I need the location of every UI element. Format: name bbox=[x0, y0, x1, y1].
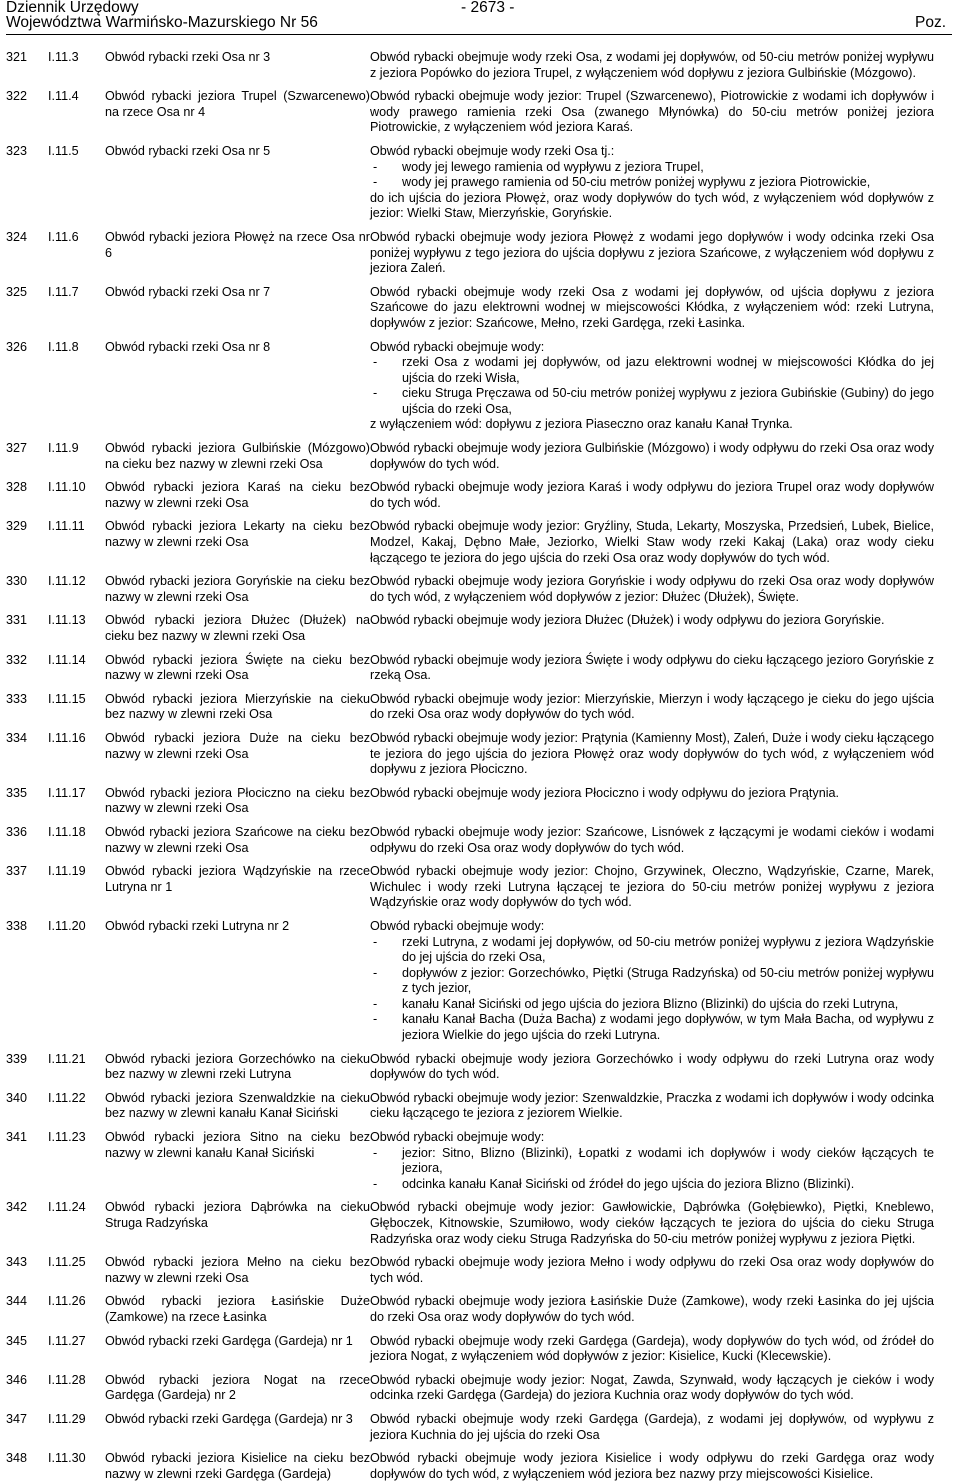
row-spacer bbox=[6, 1286, 934, 1294]
row-number: 328 bbox=[6, 480, 28, 495]
description-list-item bbox=[370, 175, 934, 191]
table-row bbox=[6, 340, 934, 434]
table-body bbox=[6, 50, 934, 1482]
district-description bbox=[370, 340, 934, 434]
table-row bbox=[6, 480, 934, 511]
row-spacer-cell bbox=[6, 645, 934, 653]
table-row bbox=[6, 1294, 934, 1325]
district-description bbox=[370, 519, 934, 566]
row-spacer bbox=[6, 911, 934, 919]
district-code: I.11.16 bbox=[48, 730, 86, 745]
district-name: Obwód rybacki jeziora Szenwaldzkie na cieku bez nazwy w zlewni kanału Kanał Siciński bbox=[105, 1090, 370, 1121]
district-description bbox=[370, 653, 934, 684]
district-code: I.11.7 bbox=[48, 284, 79, 299]
row-spacer bbox=[6, 222, 934, 230]
row-spacer-cell bbox=[6, 778, 934, 786]
table-row bbox=[6, 50, 934, 81]
district-code: I.11.30 bbox=[48, 1451, 86, 1466]
district-code: I.11.27 bbox=[48, 1333, 86, 1348]
district-description bbox=[370, 825, 934, 856]
description-text: Obwód rybacki obejmuje wody jezior: Chojno, Grzywinek, Oleczno, Wądzyńskie, Czarne, Marek, Wichulec i wody rzeki Lutryna łączącej te jeziora do 50-ciu metrów poniżej wypływu z jeziora Wądzyńskie oraz wody dopływów do tych wód. bbox=[370, 864, 934, 910]
row-number: 321 bbox=[6, 50, 28, 64]
voivodeship-issue: Województwa Warmińsko-Mazurskiego Nr 56 bbox=[6, 14, 318, 31]
district-description bbox=[370, 864, 934, 911]
district-name: Obwód rybacki rzeki Osa nr 8 bbox=[105, 339, 271, 354]
row-number: 323 bbox=[6, 143, 28, 158]
row-spacer-cell bbox=[6, 723, 934, 731]
row-spacer bbox=[6, 1247, 934, 1255]
district-description bbox=[370, 1451, 934, 1482]
district-name: Obwód rybacki jeziora Duże na cieku bez nazwy w zlewni rzeki Osa bbox=[105, 730, 370, 761]
district-code: I.11.11 bbox=[48, 519, 85, 534]
district-code: I.11.23 bbox=[48, 1130, 86, 1145]
row-number: 337 bbox=[6, 864, 28, 879]
district-name: Obwód rybacki jeziora Kisielice na cieku bez nazwy w zlewni rzeki Gardęga (Gardeja) bbox=[105, 1451, 370, 1481]
row-spacer bbox=[6, 1326, 934, 1334]
description-text: Obwód rybacki obejmuje wody jezior: Trupel (Szwarcenewo), Piotrowickie z wodami ich dopływów i wody prawego ramienia rzeki Osa (zwanego Młynówka) do 50-ciu metrów poniżej jeziora Piotrowickie, z wyłączeniem wód jeziora Karaś. bbox=[370, 89, 934, 135]
district-code: I.11.9 bbox=[48, 441, 79, 456]
row-spacer bbox=[6, 645, 934, 653]
row-number: 344 bbox=[6, 1294, 28, 1309]
description-text: Obwód rybacki obejmuje wody: bbox=[370, 339, 545, 354]
district-name: Obwód rybacki rzeki Gardęga (Gardeja) nr 3 bbox=[105, 1411, 353, 1426]
row-spacer-cell bbox=[6, 856, 934, 864]
row-spacer bbox=[6, 1044, 934, 1052]
list-item-text: wody jej lewego ramienia od wypływu z jeziora Trupel, bbox=[402, 159, 704, 174]
district-name: Obwód rybacki jeziora Dąbrówka na cieku Struga Radzyńska bbox=[105, 1200, 370, 1230]
table-row bbox=[6, 825, 934, 856]
table-row bbox=[6, 653, 934, 684]
row-number: 326 bbox=[6, 339, 28, 354]
row-number: 327 bbox=[6, 441, 28, 456]
table-row bbox=[6, 1130, 934, 1192]
list-dash: - bbox=[373, 1176, 378, 1191]
row-spacer bbox=[6, 1365, 934, 1373]
row-spacer bbox=[6, 136, 934, 144]
district-description bbox=[370, 1412, 934, 1443]
district-name: Obwód rybacki jeziora Płociczno na cieku bez nazwy w zlewni rzeki Osa bbox=[105, 785, 370, 816]
row-spacer-cell bbox=[6, 222, 934, 230]
district-description bbox=[370, 144, 934, 222]
table-row bbox=[6, 574, 934, 605]
list-dash: - bbox=[373, 355, 378, 370]
list-item-text: kanału Kanał Bacha (Duża Bacha) z wodami jego dopływów, w tym Mała Bacha, od wypływu z jeziora Wielkie do jego ujścia do rzeki Lutryna. bbox=[402, 1012, 934, 1043]
row-spacer bbox=[6, 684, 934, 692]
row-spacer-cell bbox=[6, 1443, 934, 1451]
table-row bbox=[6, 1052, 934, 1083]
row-spacer bbox=[6, 1083, 934, 1091]
district-description bbox=[370, 1130, 934, 1192]
district-description bbox=[370, 1294, 934, 1325]
district-code: I.11.22 bbox=[48, 1090, 86, 1105]
district-description bbox=[370, 786, 934, 817]
description-text: Obwód rybacki obejmuje wody: bbox=[370, 918, 545, 933]
position-label: Poz. bbox=[914, 14, 946, 31]
row-number: 345 bbox=[6, 1333, 28, 1348]
row-number: 334 bbox=[6, 730, 28, 745]
description-text: Obwód rybacki obejmuje wody jezior: Gawłowickie, Dąbrówka (Gołębiewko), Piętki, Kneblewo, Głęboczek, Kitnowskie, Szumiłowo, wody cieków łączących te jeziora do ujścia do cieku Struga Radzyńska oraz wody cieku Struga Radzyńska do 50-ciu metrów poniżej wypływu z jeziora Piętki. bbox=[370, 1200, 934, 1246]
description-text: Obwód rybacki obejmuje wody jeziora Gorzechówko i wody odpływu do rzeki Lutryna oraz wody dopływów do tych wód. bbox=[370, 1051, 934, 1082]
row-spacer-cell bbox=[6, 81, 934, 89]
row-number: 347 bbox=[6, 1411, 28, 1426]
row-number: 338 bbox=[6, 918, 28, 933]
row-number: 330 bbox=[6, 574, 28, 589]
description-text: Obwód rybacki obejmuje wody rzeki Osa tj.: bbox=[370, 143, 615, 158]
district-description bbox=[370, 1334, 934, 1365]
row-spacer-cell bbox=[6, 1192, 934, 1200]
row-number: 336 bbox=[6, 824, 28, 839]
table-row bbox=[6, 1091, 934, 1122]
district-name: Obwód rybacki rzeki Lutryna nr 2 bbox=[105, 918, 290, 933]
row-spacer bbox=[6, 81, 934, 89]
district-name: Obwód rybacki jeziora Goryńskie na cieku bez nazwy w zlewni rzeki Osa bbox=[105, 574, 370, 604]
district-name: Obwód rybacki jeziora Płowęż na rzece Osa nr 6 bbox=[105, 229, 370, 260]
row-spacer-cell bbox=[6, 1326, 934, 1334]
table-row bbox=[6, 1412, 934, 1443]
district-description bbox=[370, 1052, 934, 1083]
description-text: Obwód rybacki obejmuje wody jeziora Karaś i wody odpływu do jeziora Trupel oraz wody dopływów do tych wód. bbox=[370, 480, 934, 510]
district-code: I.11.25 bbox=[48, 1255, 86, 1270]
row-spacer-cell bbox=[6, 1044, 934, 1052]
description-text: Obwód rybacki obejmuje wody jeziora Goryńskie i wody odpływu do rzeki Osa oraz wody dopływów do tych wód, z wyłączeniem wód dopływów z jezior: Dłużec (Dłużek), Święte. bbox=[370, 574, 934, 604]
row-spacer bbox=[6, 332, 934, 340]
description-list-item bbox=[370, 997, 934, 1013]
district-code: I.11.3 bbox=[48, 50, 79, 64]
district-name: Obwód rybacki jeziora Gorzechówko na cieku bez nazwy w zlewni rzeki Lutryna bbox=[105, 1051, 370, 1082]
district-name: Obwód rybacki jeziora Nogat na rzece Gardęga (Gardeja) nr 2 bbox=[105, 1372, 370, 1403]
row-spacer bbox=[6, 723, 934, 731]
district-name: Obwód rybacki jeziora Wądzyńskie na rzece Lutryna nr 1 bbox=[105, 864, 370, 894]
row-number: 348 bbox=[6, 1451, 28, 1466]
row-spacer-cell bbox=[6, 1083, 934, 1091]
fishing-districts-table bbox=[6, 50, 934, 1482]
district-code: I.11.12 bbox=[48, 574, 86, 589]
row-spacer bbox=[6, 433, 934, 441]
table-row bbox=[6, 1255, 934, 1286]
list-dash: - bbox=[373, 1012, 378, 1027]
row-number: 339 bbox=[6, 1051, 28, 1066]
description-text: Obwód rybacki obejmuje wody rzeki Gardęga (Gardeja), wody dopływów do tych wód, od źródeł do jeziora Nogat, z wyłączeniem wód dopływów z jezior: Kisielice, Kucki (Klecewskie). bbox=[370, 1333, 934, 1364]
row-spacer-cell bbox=[6, 1286, 934, 1294]
row-spacer-cell bbox=[6, 817, 934, 825]
list-item-text: dopływów z jezior: Gorzechówko, Piętki (Struga Radzyńska) od 50-ciu metrów poniżej wypływu z tych jezior, bbox=[402, 965, 934, 996]
table-row bbox=[6, 613, 934, 644]
description-list-item bbox=[370, 160, 934, 176]
row-number: 331 bbox=[6, 613, 28, 628]
description-text: Obwód rybacki obejmuje wody jeziora Mełno i wody odpływu do rzeki Osa oraz wody dopływów do tych wód. bbox=[370, 1255, 934, 1285]
row-spacer-cell bbox=[6, 1365, 934, 1373]
district-name: Obwód rybacki jeziora Trupel (Szwarcenewo) na rzece Osa nr 4 bbox=[105, 89, 370, 119]
description-text: Obwód rybacki obejmuje wody: bbox=[370, 1130, 545, 1145]
row-number: 346 bbox=[6, 1372, 28, 1387]
row-number: 335 bbox=[6, 785, 28, 800]
description-text: Obwód rybacki obejmuje wody jeziora Gulbińskie (Mózgowo) i wody odpływu do rzeki Osa oraz wody dopływów do tych wód. bbox=[370, 441, 934, 471]
district-code: I.11.4 bbox=[48, 89, 79, 104]
table-row bbox=[6, 731, 934, 778]
district-description bbox=[370, 1091, 934, 1122]
district-name: Obwód rybacki jeziora Gulbińskie (Mózgowo) na cieku bez nazwy w zlewni rzeki Osa bbox=[105, 441, 370, 471]
row-spacer bbox=[6, 1122, 934, 1130]
description-text: Obwód rybacki obejmuje wody rzeki Gardęga (Gardeja), z wodami jej dopływów, od wypływu z jeziora Kuchnia do jej ujścia do rzeki Osa bbox=[370, 1411, 934, 1442]
row-spacer-cell bbox=[6, 1404, 934, 1412]
district-code: I.11.6 bbox=[48, 229, 79, 244]
district-name: Obwód rybacki jeziora Łasińskie Duże (Zamkowe) na rzece Łasinka bbox=[105, 1294, 370, 1324]
row-spacer bbox=[6, 605, 934, 613]
row-number: 342 bbox=[6, 1200, 28, 1215]
description-text: Obwód rybacki obejmuje wody jeziora Kisielice i wody odpływu do rzeki Gardęga oraz wody dopływów do tych wód, z wyłączeniem wód jeziora bez nazwy przy miejscowości Kisielice. bbox=[370, 1451, 934, 1481]
district-description bbox=[370, 441, 934, 472]
list-item-text: odcinka kanału Kanał Siciński od źródeł do jego ujścia do jeziora Blizno (Blizinki). bbox=[402, 1176, 855, 1191]
district-code: I.11.18 bbox=[48, 824, 86, 839]
district-code: I.11.13 bbox=[48, 613, 86, 628]
row-spacer-cell bbox=[6, 566, 934, 574]
row-spacer bbox=[6, 277, 934, 285]
district-description bbox=[370, 89, 934, 136]
list-dash: - bbox=[373, 934, 378, 949]
description-text: Obwód rybacki obejmuje wody jezior: Szenwaldzkie, Praczka z wodami ich dopływów i wody odcinka cieku łączącego te jeziora z jeziorem Wielkie. bbox=[370, 1090, 934, 1121]
district-name: Obwód rybacki rzeki Osa nr 5 bbox=[105, 143, 271, 158]
list-dash: - bbox=[373, 965, 378, 980]
row-spacer bbox=[6, 778, 934, 786]
district-code: I.11.15 bbox=[48, 691, 86, 706]
table-row bbox=[6, 230, 934, 277]
district-description bbox=[370, 692, 934, 723]
row-spacer-cell bbox=[6, 433, 934, 441]
table-row bbox=[6, 1451, 934, 1482]
row-spacer bbox=[6, 1192, 934, 1200]
district-code: I.11.19 bbox=[48, 864, 86, 879]
description-text: Obwód rybacki obejmuje wody jezior: Szańcowe, Lisnówek z łączącymi je wodami cieków i wodami odpływu do rzeki Osa oraz wody dopływów do tych wód. bbox=[370, 824, 934, 855]
list-dash: - bbox=[373, 996, 378, 1011]
table-row bbox=[6, 1334, 934, 1365]
list-item-text: cieku Struga Pręczawa od 50-ciu metrów poniżej wypływu z jeziora Gubińskie (Gubiny) do jego ujścia do rzeki Osa, bbox=[402, 386, 934, 416]
row-spacer-cell bbox=[6, 684, 934, 692]
district-name: Obwód rybacki rzeki Gardęga (Gardeja) nr 1 bbox=[105, 1333, 353, 1348]
row-spacer bbox=[6, 472, 934, 480]
row-number: 343 bbox=[6, 1255, 28, 1270]
district-code: I.11.20 bbox=[48, 918, 86, 933]
table-row bbox=[6, 519, 934, 566]
description-list-item bbox=[370, 386, 934, 417]
table-row bbox=[6, 1200, 934, 1247]
district-description bbox=[370, 285, 934, 332]
description-list-item bbox=[370, 1146, 934, 1177]
row-number: 332 bbox=[6, 652, 28, 667]
district-code: I.11.26 bbox=[48, 1294, 86, 1309]
district-description bbox=[370, 480, 934, 511]
description-text: Obwód rybacki obejmuje wody rzeki Osa, z wodami jej dopływów, od 50-ciu metrów poniżej wypływu z jeziora Popówko do jeziora Trupel, z wyłączeniem wód dopływu z jeziora Gulbińskie (Mózgowo). bbox=[370, 50, 934, 80]
district-name: Obwód rybacki jeziora Szańcowe na cieku bez nazwy w zlewni rzeki Osa bbox=[105, 824, 370, 855]
row-spacer bbox=[6, 856, 934, 864]
list-item-text: kanału Kanał Siciński od jego ujścia do jeziora Blizno (Blizinki) do ujścia do rzeki Lutryna, bbox=[402, 996, 899, 1011]
description-text: Obwód rybacki obejmuje wody jeziora Dłużec (Dłużek) i wody odpływu do jeziora Goryńskie. bbox=[370, 613, 885, 628]
row-number: 340 bbox=[6, 1090, 28, 1105]
list-item-text: rzeki Lutryna, z wodami jej dopływów, od 50-ciu metrów poniżej wypływu z jeziora Wądzyńskie do jej ujścia do rzeki Osa, bbox=[402, 934, 934, 965]
description-text: Obwód rybacki obejmuje wody jeziora Święte i wody odpływu do cieku łączącego jezioro Goryńskie z rzeką Osa. bbox=[370, 652, 934, 683]
description-tail: z wyłączeniem wód: dopływu z jeziora Piaseczno oraz kanału Kanał Trynka. bbox=[370, 417, 793, 432]
description-text: Obwód rybacki obejmuje wody jezior: Gryźliny, Studa, Lekarty, Moszyska, Przedsień, Lubek, Bielice, Modzel, Kakaj, Dębno Małe, Jeziorko, Wielki Staw wody rzeki Kakaj (Laka) oraz wody cieku łączącego te jeziora do jego ujścia do rzeki Osa oraz wody dopływów do tych wód. bbox=[370, 519, 934, 565]
district-code: I.11.8 bbox=[48, 339, 79, 354]
description-text: Obwód rybacki obejmuje wody jeziora Płociczno i wody odpływu do jeziora Prątynia. bbox=[370, 785, 839, 800]
district-description bbox=[370, 1200, 934, 1247]
row-spacer-cell bbox=[6, 136, 934, 144]
district-code: I.11.5 bbox=[48, 143, 79, 158]
district-description bbox=[370, 919, 934, 1044]
district-code: I.11.29 bbox=[48, 1411, 86, 1426]
row-spacer bbox=[6, 1443, 934, 1451]
description-text: Obwód rybacki obejmuje wody jezior: Nogat, Zawda, Szynwałd, wody łączących je cieków i wody odcinka rzeki Gardęga (Gardeja) do jeziora Kuchnia oraz wody dopływów do tych wód. bbox=[370, 1372, 934, 1403]
description-text: Obwód rybacki obejmuje wody jeziora Łasińskie Duże (Zamkowe), wody rzeki Łasinka do jej ujścia do rzeki Osa oraz wody dopływów do tych wód. bbox=[370, 1294, 934, 1324]
table-row bbox=[6, 919, 934, 1044]
district-name: Obwód rybacki jeziora Dłużec (Dłużek) na cieku bez nazwy w zlewni rzeki Osa bbox=[105, 613, 370, 643]
description-text: Obwód rybacki obejmuje wody jeziora Płowęż z wodami jego dopływów i wody odcinka rzeki Osa poniżej wypływu z tego jeziora do ujścia dopływu z jeziora Szańcowe, z wyłączeniem wód dopływu z jeziora Zaleń. bbox=[370, 229, 934, 276]
row-spacer-cell bbox=[6, 332, 934, 340]
list-item-text: wody jej prawego ramienia od 50-ciu metrów poniżej wypływu z jeziora Piotrowickie, bbox=[402, 175, 871, 190]
list-dash: - bbox=[373, 159, 378, 174]
row-spacer bbox=[6, 566, 934, 574]
district-description bbox=[370, 731, 934, 778]
row-number: 329 bbox=[6, 519, 28, 534]
row-number: 322 bbox=[6, 89, 28, 104]
description-tail: do ich ujścia do jeziora Płowęż, oraz wody dopływów do tych wód, z wyłączeniem wód dopływów z jezior: Wielki Staw, Mierzyńskie, Goryńskie. bbox=[370, 190, 934, 221]
district-description bbox=[370, 613, 934, 644]
page-number: - 2673 - bbox=[461, 0, 515, 16]
description-list-item bbox=[370, 1012, 934, 1043]
row-spacer bbox=[6, 511, 934, 519]
row-number: 324 bbox=[6, 229, 28, 244]
district-name: Obwód rybacki rzeki Osa nr 7 bbox=[105, 284, 271, 299]
district-description bbox=[370, 50, 934, 81]
district-description bbox=[370, 1373, 934, 1404]
row-spacer-cell bbox=[6, 1247, 934, 1255]
row-spacer-cell bbox=[6, 277, 934, 285]
table-row bbox=[6, 285, 934, 332]
row-spacer bbox=[6, 1404, 934, 1412]
table-row bbox=[6, 144, 934, 222]
row-spacer bbox=[6, 817, 934, 825]
description-list-item bbox=[370, 1177, 934, 1193]
row-spacer-cell bbox=[6, 1122, 934, 1130]
row-number: 333 bbox=[6, 691, 28, 706]
list-item-text: rzeki Osa z wodami jej dopływów, od jazu elektrowni wodnej w miejscowości Kłódka do jej ujścia do rzeki Wisła, bbox=[402, 355, 934, 385]
district-name: Obwód rybacki jeziora Sitno na cieku bez nazwy w zlewni kanału Kanał Siciński bbox=[105, 1130, 370, 1160]
district-name: Obwód rybacki jeziora Święte na cieku bez nazwy w zlewni rzeki Osa bbox=[105, 652, 370, 683]
district-code: I.11.14 bbox=[48, 652, 86, 667]
district-name: Obwód rybacki jeziora Karaś na cieku bez nazwy w zlewni rzeki Osa bbox=[105, 480, 370, 510]
list-dash: - bbox=[373, 1145, 378, 1160]
table-row bbox=[6, 864, 934, 911]
district-code: I.11.21 bbox=[48, 1051, 86, 1066]
district-name: Obwód rybacki rzeki Osa nr 3 bbox=[105, 50, 271, 64]
row-number: 325 bbox=[6, 284, 28, 299]
district-name: Obwód rybacki jeziora Mierzyńskie na cieku bez nazwy w zlewni rzeki Osa bbox=[105, 691, 370, 722]
journal-title: Dziennik Urzędowy bbox=[6, 0, 139, 16]
district-name: Obwód rybacki jeziora Mełno na cieku bez nazwy w zlewni rzeki Osa bbox=[105, 1255, 370, 1285]
table-row bbox=[6, 786, 934, 817]
district-code: I.11.10 bbox=[48, 480, 86, 495]
district-description bbox=[370, 230, 934, 277]
description-list-item bbox=[370, 935, 934, 966]
district-code: I.11.17 bbox=[48, 785, 86, 800]
description-text: Obwód rybacki obejmuje wody jezior: Prątynia (Kamienny Most), Zaleń, Duże i wody cieku łączącego te jeziora do jego ujścia do jeziora Płowęż oraz wody dopływów do tych wód, z wyłączeniem wód dopływu z jeziora Płociczno. bbox=[370, 730, 934, 777]
row-spacer-cell bbox=[6, 605, 934, 613]
header-rule bbox=[6, 34, 952, 35]
row-spacer-cell bbox=[6, 911, 934, 919]
description-text: Obwód rybacki obejmuje wody rzeki Osa z wodami jej dopływów, od ujścia dopływu z jeziora Szańcowe do jazu elektrowni wodnej w miejscowości Kłódka, z wyłączeniem wód: rzeki Lutryna, dopływów z jezior: Szańcowe, Mełno, rzeki Gardęga, rzeki Łasinka. bbox=[370, 284, 934, 330]
district-code: I.11.28 bbox=[48, 1372, 86, 1387]
description-list-item bbox=[370, 966, 934, 997]
description-text: Obwód rybacki obejmuje wody jezior: Mierzyńskie, Mierzyn i wody łączącego je cieku do jego ujścia do rzeki Osa oraz wody dopływów do tych wód. bbox=[370, 691, 934, 722]
table-row bbox=[6, 441, 934, 472]
table-row bbox=[6, 1373, 934, 1404]
district-description bbox=[370, 1255, 934, 1286]
table-row bbox=[6, 89, 934, 136]
district-name: Obwód rybacki jeziora Lekarty na cieku bez nazwy w zlewni rzeki Osa bbox=[105, 519, 370, 550]
district-code: I.11.24 bbox=[48, 1200, 86, 1215]
list-dash: - bbox=[373, 386, 378, 401]
row-spacer-cell bbox=[6, 511, 934, 519]
description-list-item bbox=[370, 355, 934, 386]
list-dash: - bbox=[373, 175, 378, 190]
row-number: 341 bbox=[6, 1130, 28, 1145]
district-description bbox=[370, 574, 934, 605]
list-item-text: jezior: Sitno, Blizno (Blizinki), Łopatki z wodami ich dopływów i wody cieków łączących te jeziora, bbox=[402, 1145, 934, 1176]
row-spacer-cell bbox=[6, 472, 934, 480]
table-row bbox=[6, 692, 934, 723]
